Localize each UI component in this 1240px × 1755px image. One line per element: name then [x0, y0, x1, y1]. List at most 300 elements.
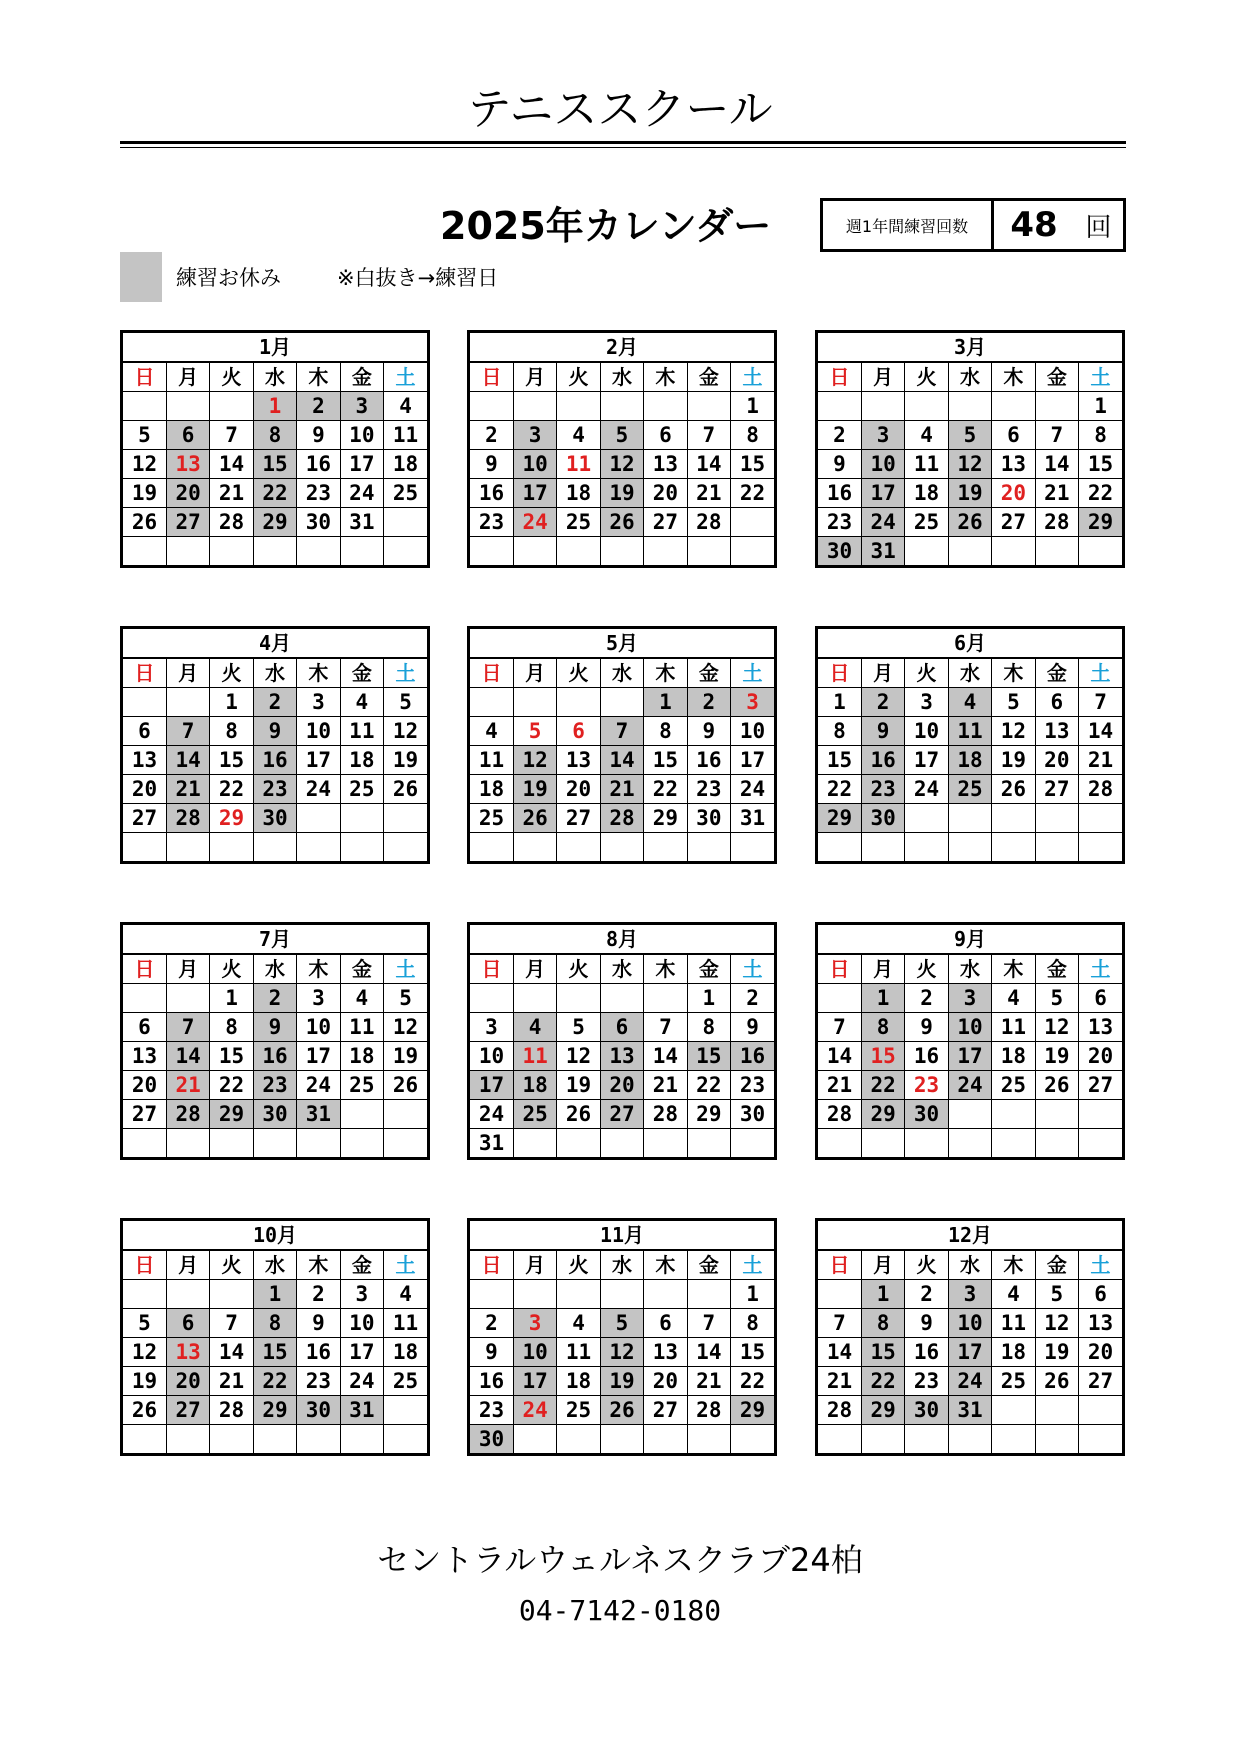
- empty-cell: [948, 833, 991, 862]
- day-cell: 1: [861, 984, 904, 1013]
- day-cell: 5: [992, 688, 1035, 717]
- day-cell: 11: [557, 1338, 600, 1367]
- empty-cell: [210, 537, 253, 566]
- day-cell: 4: [470, 717, 513, 746]
- weekday-header: 土: [1079, 658, 1122, 688]
- empty-cell: [948, 537, 991, 566]
- day-cell: 22: [210, 775, 253, 804]
- day-cell: 8: [210, 717, 253, 746]
- day-cell: 22: [731, 1367, 774, 1396]
- empty-cell: [600, 1425, 643, 1454]
- empty-cell: [166, 688, 209, 717]
- day-cell: 31: [340, 508, 383, 537]
- weekday-header: 日: [123, 954, 166, 984]
- day-cell: 29: [253, 1396, 296, 1425]
- empty-cell: [340, 804, 383, 833]
- day-cell: 20: [1079, 1338, 1122, 1367]
- empty-cell: [557, 1425, 600, 1454]
- day-cell: 18: [557, 1367, 600, 1396]
- day-cell: 7: [687, 1309, 730, 1338]
- day-cell: 24: [297, 1071, 340, 1100]
- day-cell: 8: [687, 1013, 730, 1042]
- day-cell: 29: [644, 804, 687, 833]
- day-cell: 26: [123, 1396, 166, 1425]
- empty-cell: [818, 392, 861, 421]
- day-cell: 30: [861, 804, 904, 833]
- day-cell: 28: [818, 1396, 861, 1425]
- day-cell: 21: [600, 775, 643, 804]
- day-cell: 18: [557, 479, 600, 508]
- day-cell: 30: [731, 1100, 774, 1129]
- empty-cell: [1079, 1129, 1122, 1158]
- day-cell: 21: [1079, 746, 1122, 775]
- day-cell: 31: [340, 1396, 383, 1425]
- day-cell: 4: [557, 1309, 600, 1338]
- empty-cell: [470, 688, 513, 717]
- day-cell: 14: [687, 1338, 730, 1367]
- day-cell: 26: [600, 508, 643, 537]
- day-cell: 11: [948, 717, 991, 746]
- weekday-header: 火: [557, 362, 600, 392]
- day-cell: 27: [1079, 1071, 1122, 1100]
- day-cell: 13: [123, 746, 166, 775]
- weekday-header: 月: [861, 658, 904, 688]
- day-cell: 31: [861, 537, 904, 566]
- day-cell: 3: [297, 984, 340, 1013]
- day-cell: 10: [731, 717, 774, 746]
- day-cell: 14: [818, 1042, 861, 1071]
- month-label: 1月: [123, 333, 427, 362]
- day-cell: 19: [123, 479, 166, 508]
- day-cell: 19: [384, 1042, 427, 1071]
- day-cell: 2: [687, 688, 730, 717]
- empty-cell: [210, 392, 253, 421]
- day-cell: 24: [470, 1100, 513, 1129]
- day-cell: 17: [513, 1367, 556, 1396]
- empty-cell: [600, 392, 643, 421]
- day-cell: 19: [1035, 1338, 1078, 1367]
- day-cell: 25: [340, 1071, 383, 1100]
- day-cell: 12: [600, 1338, 643, 1367]
- day-cell: 22: [210, 1071, 253, 1100]
- day-cell: 17: [470, 1071, 513, 1100]
- day-cell: 28: [818, 1100, 861, 1129]
- empty-cell: [297, 537, 340, 566]
- day-cell: 23: [297, 1367, 340, 1396]
- weekday-header: 金: [687, 954, 730, 984]
- day-cell: 17: [948, 1338, 991, 1367]
- weekday-header: 火: [210, 954, 253, 984]
- day-cell: 23: [905, 1071, 948, 1100]
- day-cell: 26: [123, 508, 166, 537]
- empty-cell: [297, 1129, 340, 1158]
- empty-cell: [1035, 1396, 1078, 1425]
- empty-cell: [905, 1425, 948, 1454]
- empty-cell: [644, 1129, 687, 1158]
- day-cell: 16: [470, 479, 513, 508]
- day-cell: 3: [861, 421, 904, 450]
- day-cell: 28: [687, 508, 730, 537]
- weekday-header: 火: [557, 1250, 600, 1280]
- weekday-header: 木: [992, 362, 1035, 392]
- weekday-header: 火: [557, 658, 600, 688]
- empty-cell: [166, 1425, 209, 1454]
- day-cell: 9: [297, 421, 340, 450]
- empty-cell: [340, 537, 383, 566]
- day-cell: 14: [166, 746, 209, 775]
- day-cell: 23: [470, 508, 513, 537]
- day-cell: 28: [210, 1396, 253, 1425]
- day-cell: 10: [297, 1013, 340, 1042]
- day-cell: 12: [384, 1013, 427, 1042]
- day-cell: 25: [470, 804, 513, 833]
- day-cell: 3: [905, 688, 948, 717]
- empty-cell: [297, 833, 340, 862]
- empty-cell: [513, 833, 556, 862]
- day-cell: 15: [1079, 450, 1122, 479]
- day-cell: 6: [644, 1309, 687, 1338]
- day-cell: 27: [644, 508, 687, 537]
- day-cell: 3: [513, 1309, 556, 1338]
- day-cell: 2: [818, 421, 861, 450]
- day-cell: 20: [644, 479, 687, 508]
- day-cell: 26: [1035, 1071, 1078, 1100]
- empty-cell: [513, 984, 556, 1013]
- day-cell: 4: [948, 688, 991, 717]
- day-cell: 26: [992, 775, 1035, 804]
- day-cell: 4: [340, 984, 383, 1013]
- day-cell: 21: [210, 479, 253, 508]
- empty-cell: [210, 1129, 253, 1158]
- day-cell: 1: [687, 984, 730, 1013]
- day-cell: 13: [1035, 717, 1078, 746]
- weekday-header: 金: [687, 362, 730, 392]
- weekday-header: 月: [166, 954, 209, 984]
- weekday-header: 火: [210, 362, 253, 392]
- empty-cell: [123, 1280, 166, 1309]
- empty-cell: [1035, 537, 1078, 566]
- empty-cell: [384, 1100, 427, 1129]
- day-cell: 17: [861, 479, 904, 508]
- month-label: 10月: [123, 1221, 427, 1250]
- day-cell: 10: [905, 717, 948, 746]
- day-cell: 10: [513, 1338, 556, 1367]
- day-cell: 8: [253, 1309, 296, 1338]
- title-rule: [120, 141, 1126, 148]
- day-cell: 17: [905, 746, 948, 775]
- day-cell: 5: [123, 421, 166, 450]
- empty-cell: [1079, 1396, 1122, 1425]
- empty-cell: [644, 833, 687, 862]
- day-cell: 15: [818, 746, 861, 775]
- day-cell: 27: [557, 804, 600, 833]
- empty-cell: [1079, 833, 1122, 862]
- empty-cell: [513, 537, 556, 566]
- empty-cell: [687, 537, 730, 566]
- day-cell: 17: [340, 450, 383, 479]
- day-cell: 8: [644, 717, 687, 746]
- empty-cell: [861, 1425, 904, 1454]
- day-cell: 24: [340, 479, 383, 508]
- day-cell: 5: [948, 421, 991, 450]
- weekday-header: 金: [687, 658, 730, 688]
- day-cell: 13: [166, 1338, 209, 1367]
- day-cell: 9: [905, 1309, 948, 1338]
- day-cell: 1: [1079, 392, 1122, 421]
- day-cell: 24: [731, 775, 774, 804]
- empty-cell: [470, 984, 513, 1013]
- weekday-header: 木: [644, 954, 687, 984]
- day-cell: 1: [210, 984, 253, 1013]
- day-cell: 28: [644, 1100, 687, 1129]
- empty-cell: [992, 1100, 1035, 1129]
- empty-cell: [818, 1280, 861, 1309]
- club-phone: 04-7142-0180: [518, 1594, 722, 1627]
- day-cell: 4: [992, 1280, 1035, 1309]
- empty-cell: [644, 984, 687, 1013]
- day-cell: 15: [253, 450, 296, 479]
- day-cell: 17: [340, 1338, 383, 1367]
- empty-cell: [687, 1280, 730, 1309]
- weekday-header: 日: [470, 658, 513, 688]
- day-cell: 22: [731, 479, 774, 508]
- empty-cell: [1079, 1425, 1122, 1454]
- day-cell: 27: [1079, 1367, 1122, 1396]
- day-cell: 5: [384, 984, 427, 1013]
- day-cell: 2: [905, 984, 948, 1013]
- legend: [120, 252, 498, 302]
- day-cell: 24: [948, 1071, 991, 1100]
- month-calendar: [467, 626, 777, 864]
- calendar-title: 2025年カレンダー: [440, 204, 772, 248]
- weekday-header: 火: [905, 362, 948, 392]
- day-cell: 2: [253, 984, 296, 1013]
- day-cell: 1: [253, 392, 296, 421]
- day-cell: 10: [513, 450, 556, 479]
- empty-cell: [340, 1425, 383, 1454]
- day-cell: 4: [340, 688, 383, 717]
- day-cell: 8: [861, 1013, 904, 1042]
- day-cell: 30: [297, 508, 340, 537]
- month-calendar: [815, 626, 1125, 864]
- day-cell: 22: [644, 775, 687, 804]
- day-cell: 25: [992, 1071, 1035, 1100]
- day-cell: 26: [557, 1100, 600, 1129]
- day-cell: 10: [340, 1309, 383, 1338]
- day-cell: 30: [253, 804, 296, 833]
- practice-count-unit: 回: [1085, 212, 1112, 243]
- day-cell: 18: [470, 775, 513, 804]
- month-calendar: [815, 1218, 1125, 1456]
- day-cell: 14: [1035, 450, 1078, 479]
- day-cell: 6: [123, 717, 166, 746]
- weekday-header: 金: [340, 362, 383, 392]
- day-cell: 29: [1079, 508, 1122, 537]
- day-cell: 14: [600, 746, 643, 775]
- empty-cell: [948, 804, 991, 833]
- empty-cell: [861, 392, 904, 421]
- day-cell: 25: [948, 775, 991, 804]
- day-cell: 11: [340, 717, 383, 746]
- legend-off-label: 練習お休み: [176, 266, 281, 290]
- weekday-header: 水: [253, 1250, 296, 1280]
- day-cell: 16: [470, 1367, 513, 1396]
- empty-cell: [687, 1425, 730, 1454]
- day-cell: 2: [905, 1280, 948, 1309]
- day-cell: 29: [861, 1396, 904, 1425]
- empty-cell: [166, 833, 209, 862]
- month-label: 3月: [818, 333, 1122, 362]
- day-cell: 12: [1035, 1309, 1078, 1338]
- empty-cell: [1079, 804, 1122, 833]
- day-cell: 25: [384, 479, 427, 508]
- day-cell: 18: [513, 1071, 556, 1100]
- weekday-header: 日: [818, 658, 861, 688]
- empty-cell: [340, 1129, 383, 1158]
- day-cell: 23: [687, 775, 730, 804]
- day-cell: 14: [210, 450, 253, 479]
- day-cell: 7: [1079, 688, 1122, 717]
- day-cell: 8: [1079, 421, 1122, 450]
- day-cell: 18: [340, 746, 383, 775]
- day-cell: 21: [166, 775, 209, 804]
- day-cell: 24: [297, 775, 340, 804]
- day-cell: 26: [384, 775, 427, 804]
- day-cell: 4: [905, 421, 948, 450]
- day-cell: 27: [644, 1396, 687, 1425]
- day-cell: 7: [210, 421, 253, 450]
- weekday-header: 土: [1079, 1250, 1122, 1280]
- empty-cell: [123, 1129, 166, 1158]
- day-cell: 7: [600, 717, 643, 746]
- day-cell: 1: [253, 1280, 296, 1309]
- day-cell: 19: [123, 1367, 166, 1396]
- empty-cell: [644, 1280, 687, 1309]
- month-calendar: [815, 330, 1125, 568]
- day-cell: 24: [948, 1367, 991, 1396]
- empty-cell: [384, 1129, 427, 1158]
- day-cell: 23: [731, 1071, 774, 1100]
- empty-cell: [557, 392, 600, 421]
- day-cell: 1: [861, 1280, 904, 1309]
- club-name: セントラルウェルネスクラブ24柏: [377, 1541, 863, 1579]
- empty-cell: [905, 537, 948, 566]
- empty-cell: [470, 833, 513, 862]
- empty-cell: [297, 804, 340, 833]
- day-cell: 2: [470, 421, 513, 450]
- day-cell: 27: [166, 1396, 209, 1425]
- day-cell: 29: [731, 1396, 774, 1425]
- empty-cell: [948, 392, 991, 421]
- day-cell: 7: [687, 421, 730, 450]
- day-cell: 29: [253, 508, 296, 537]
- day-cell: 22: [861, 1367, 904, 1396]
- empty-cell: [644, 537, 687, 566]
- day-cell: 12: [992, 717, 1035, 746]
- day-cell: 28: [687, 1396, 730, 1425]
- day-cell: 23: [861, 775, 904, 804]
- day-cell: 1: [818, 688, 861, 717]
- day-cell: 25: [557, 508, 600, 537]
- day-cell: 24: [861, 508, 904, 537]
- weekday-header: 金: [687, 1250, 730, 1280]
- empty-cell: [253, 1129, 296, 1158]
- day-cell: 8: [861, 1309, 904, 1338]
- day-cell: 11: [992, 1309, 1035, 1338]
- weekday-header: 金: [1035, 1250, 1078, 1280]
- month-calendar: [120, 626, 430, 864]
- day-cell: 11: [340, 1013, 383, 1042]
- empty-cell: [992, 804, 1035, 833]
- day-cell: 5: [1035, 1280, 1078, 1309]
- day-cell: 11: [470, 746, 513, 775]
- day-cell: 15: [210, 1042, 253, 1071]
- empty-cell: [297, 1425, 340, 1454]
- day-cell: 9: [297, 1309, 340, 1338]
- weekday-header: 水: [253, 954, 296, 984]
- day-cell: 31: [470, 1129, 513, 1158]
- weekday-header: 土: [384, 362, 427, 392]
- day-cell: 7: [166, 717, 209, 746]
- day-cell: 6: [1079, 984, 1122, 1013]
- day-cell: 8: [210, 1013, 253, 1042]
- empty-cell: [600, 1129, 643, 1158]
- empty-cell: [557, 984, 600, 1013]
- empty-cell: [166, 1280, 209, 1309]
- empty-cell: [818, 1129, 861, 1158]
- day-cell: 4: [384, 1280, 427, 1309]
- day-cell: 25: [513, 1100, 556, 1129]
- day-cell: 2: [731, 984, 774, 1013]
- day-cell: 19: [1035, 1042, 1078, 1071]
- day-cell: 16: [905, 1338, 948, 1367]
- day-cell: 29: [210, 804, 253, 833]
- day-cell: 3: [948, 1280, 991, 1309]
- weekday-header: 水: [600, 658, 643, 688]
- empty-cell: [1079, 537, 1122, 566]
- empty-cell: [731, 537, 774, 566]
- day-cell: 9: [687, 717, 730, 746]
- empty-cell: [384, 1396, 427, 1425]
- day-cell: 25: [384, 1367, 427, 1396]
- day-cell: 19: [557, 1071, 600, 1100]
- day-cell: 20: [123, 1071, 166, 1100]
- day-cell: 1: [731, 392, 774, 421]
- day-cell: 23: [818, 508, 861, 537]
- empty-cell: [644, 392, 687, 421]
- weekday-header: 土: [1079, 362, 1122, 392]
- day-cell: 22: [687, 1071, 730, 1100]
- day-cell: 5: [384, 688, 427, 717]
- empty-cell: [253, 1425, 296, 1454]
- day-cell: 30: [253, 1100, 296, 1129]
- day-cell: 25: [905, 508, 948, 537]
- day-cell: 6: [992, 421, 1035, 450]
- day-cell: 28: [1035, 508, 1078, 537]
- day-cell: 14: [1079, 717, 1122, 746]
- day-cell: 19: [384, 746, 427, 775]
- day-cell: 7: [1035, 421, 1078, 450]
- day-cell: 15: [644, 746, 687, 775]
- weekday-header: 火: [557, 954, 600, 984]
- day-cell: 3: [470, 1013, 513, 1042]
- day-cell: 3: [731, 688, 774, 717]
- empty-cell: [166, 984, 209, 1013]
- empty-cell: [384, 508, 427, 537]
- weekday-header: 金: [340, 954, 383, 984]
- day-cell: 30: [687, 804, 730, 833]
- weekday-header: 土: [384, 1250, 427, 1280]
